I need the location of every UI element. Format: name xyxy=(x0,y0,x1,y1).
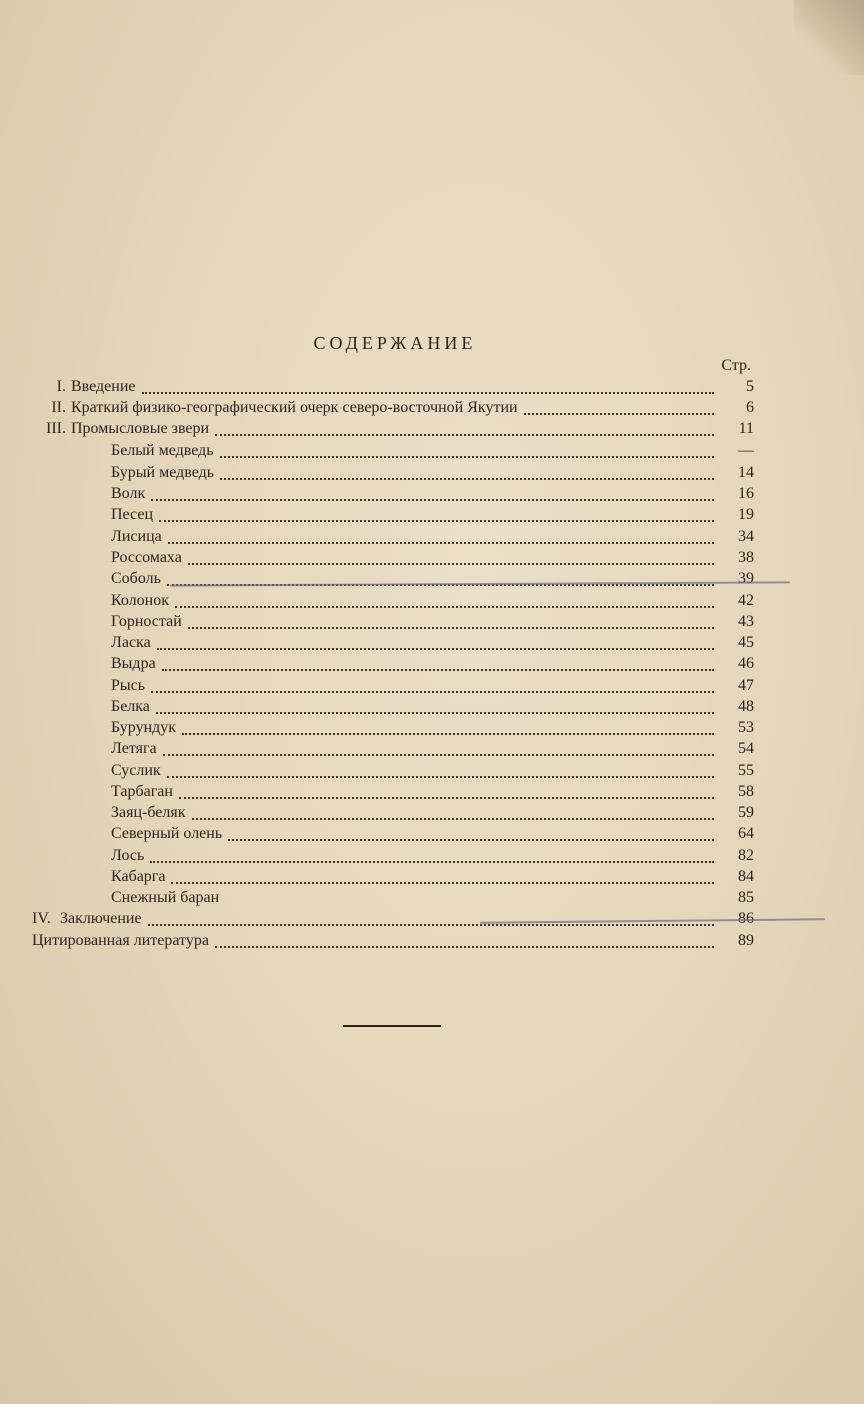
toc-entry-page: 53 xyxy=(738,719,754,736)
leader-dots xyxy=(175,594,714,608)
toc-entry-number: I. xyxy=(56,378,66,395)
toc-entry-label: Промысловые звери xyxy=(71,420,210,437)
page-column-label: Стр. xyxy=(721,357,751,374)
toc-entry-label: Суслик xyxy=(111,762,161,779)
toc-entry xyxy=(111,845,754,866)
toc-entry-label: Заключение xyxy=(60,910,142,927)
torn-corner xyxy=(794,0,864,75)
leader-dots xyxy=(159,508,714,522)
leader-dots xyxy=(215,934,714,948)
toc-entry-page: 39 xyxy=(738,570,754,587)
leader-dots xyxy=(225,891,714,905)
toc-entry-page: 48 xyxy=(738,698,754,715)
leader-dots xyxy=(188,551,714,565)
toc-entry xyxy=(111,717,754,738)
toc-entry xyxy=(111,675,754,696)
toc-entry xyxy=(26,376,754,397)
toc-entry-page: 54 xyxy=(738,740,754,757)
leader-dots xyxy=(188,615,714,629)
toc-entry-label: Лось xyxy=(111,847,145,864)
leader-dots xyxy=(151,679,714,693)
toc-entry xyxy=(111,866,754,887)
toc-entry xyxy=(111,760,754,781)
toc-entry xyxy=(111,823,754,844)
toc-entry xyxy=(111,632,754,653)
toc-entry-label: Выдра xyxy=(111,655,156,672)
toc-entry-page: 89 xyxy=(738,932,754,949)
toc-entry-page: 85 xyxy=(738,889,754,906)
toc-entry xyxy=(111,547,754,568)
toc-entry xyxy=(111,526,754,547)
toc-entry-label: Горностай xyxy=(111,613,182,630)
leader-dots xyxy=(220,444,714,458)
leader-dots xyxy=(228,827,714,841)
toc-entry-label: Рысь xyxy=(111,677,146,694)
toc-entry xyxy=(32,930,754,951)
leader-dots xyxy=(215,422,714,436)
toc-entry xyxy=(111,462,754,483)
toc-entry-page: 82 xyxy=(738,847,754,864)
toc-entry-label: Белка xyxy=(111,698,150,715)
toc-entry-label: Ласка xyxy=(111,634,151,651)
toc-entry-page: 19 xyxy=(738,506,754,523)
toc-entry-label: Кабарга xyxy=(111,868,166,885)
toc-entry xyxy=(111,611,754,632)
leader-dots xyxy=(182,721,714,735)
toc-entry-page: 43 xyxy=(738,613,754,630)
leader-dots xyxy=(220,466,714,480)
toc-entry-label: Песец xyxy=(111,506,154,523)
leader-dots xyxy=(142,380,715,394)
toc-entry xyxy=(111,802,754,823)
toc-entry xyxy=(111,696,754,717)
closing-rule xyxy=(343,1025,441,1027)
toc-entry xyxy=(111,504,754,525)
toc-entry xyxy=(111,738,754,759)
toc-entry-label: Лисица xyxy=(111,528,162,545)
leader-dots xyxy=(157,636,714,650)
leader-dots xyxy=(192,806,714,820)
leader-dots xyxy=(171,870,714,884)
toc-entry-page: — xyxy=(738,442,754,459)
toc-entry-page: 84 xyxy=(738,868,754,885)
toc-entry xyxy=(26,397,754,418)
toc-entry-page: 64 xyxy=(738,825,754,842)
toc-entry xyxy=(111,781,754,802)
toc-entry-label: Бурундук xyxy=(111,719,177,736)
leader-dots xyxy=(168,530,714,544)
leader-dots xyxy=(179,785,714,799)
toc-entry xyxy=(111,590,754,611)
toc-entry-page: 14 xyxy=(738,464,754,481)
toc-entry-page: 58 xyxy=(738,783,754,800)
toc-entry-label: Снежный баран xyxy=(111,889,220,906)
toc-entry-label: Соболь xyxy=(111,570,161,587)
leader-dots xyxy=(156,700,714,714)
toc-entry-page: 16 xyxy=(738,485,754,502)
toc-entry-label: Северный олень xyxy=(111,825,223,842)
leader-dots xyxy=(162,657,714,671)
toc-entry-number: III. xyxy=(46,420,66,437)
toc-entry xyxy=(32,908,754,929)
toc-entry-page: 45 xyxy=(738,634,754,651)
toc-entry-page: 6 xyxy=(746,399,754,416)
toc-entry-number: IV. xyxy=(32,910,51,927)
toc-entry-label: Россомаха xyxy=(111,549,182,566)
toc-entry-label: Колонок xyxy=(111,592,169,609)
toc-entry-page: 47 xyxy=(738,677,754,694)
toc-entry xyxy=(111,440,754,461)
toc-entry-label: Волк xyxy=(111,485,146,502)
toc-entry xyxy=(111,887,754,908)
toc-entry xyxy=(111,483,754,504)
toc-entry-page: 59 xyxy=(738,804,754,821)
toc-entry-page: 46 xyxy=(738,655,754,672)
toc-entry-label: Заяц-беляк xyxy=(111,804,186,821)
toc-entry-page: 34 xyxy=(738,528,754,545)
toc-entry-label: Введение xyxy=(71,378,136,395)
toc-entry-label: Бурый медведь xyxy=(111,464,215,481)
leader-dots xyxy=(151,487,714,501)
toc-entry-label: Белый медведь xyxy=(111,442,214,459)
toc-entry-label: Летяга xyxy=(111,740,157,757)
toc-entry xyxy=(111,653,754,674)
leader-dots xyxy=(524,401,714,415)
toc-entry-page: 38 xyxy=(738,549,754,566)
toc-entry-number: II. xyxy=(51,399,66,416)
toc-entry-page: 11 xyxy=(738,420,754,437)
leader-dots xyxy=(163,742,714,756)
toc-entry-label: Цитированная литература xyxy=(32,932,209,949)
leader-dots xyxy=(150,849,714,863)
toc-entry-page: 55 xyxy=(738,762,754,779)
toc-title: СОДЕРЖАНИЕ xyxy=(313,333,477,353)
toc-entry-page: 42 xyxy=(738,592,754,609)
toc-entry-label: Тарбаган xyxy=(111,783,173,800)
toc-entry-page: 5 xyxy=(746,378,754,395)
toc-entry-label: Краткий физико-географический очерк северо-восточной Якутии xyxy=(71,399,518,416)
leader-dots xyxy=(167,764,714,778)
leader-dots xyxy=(148,912,714,926)
toc-entry xyxy=(26,418,754,439)
